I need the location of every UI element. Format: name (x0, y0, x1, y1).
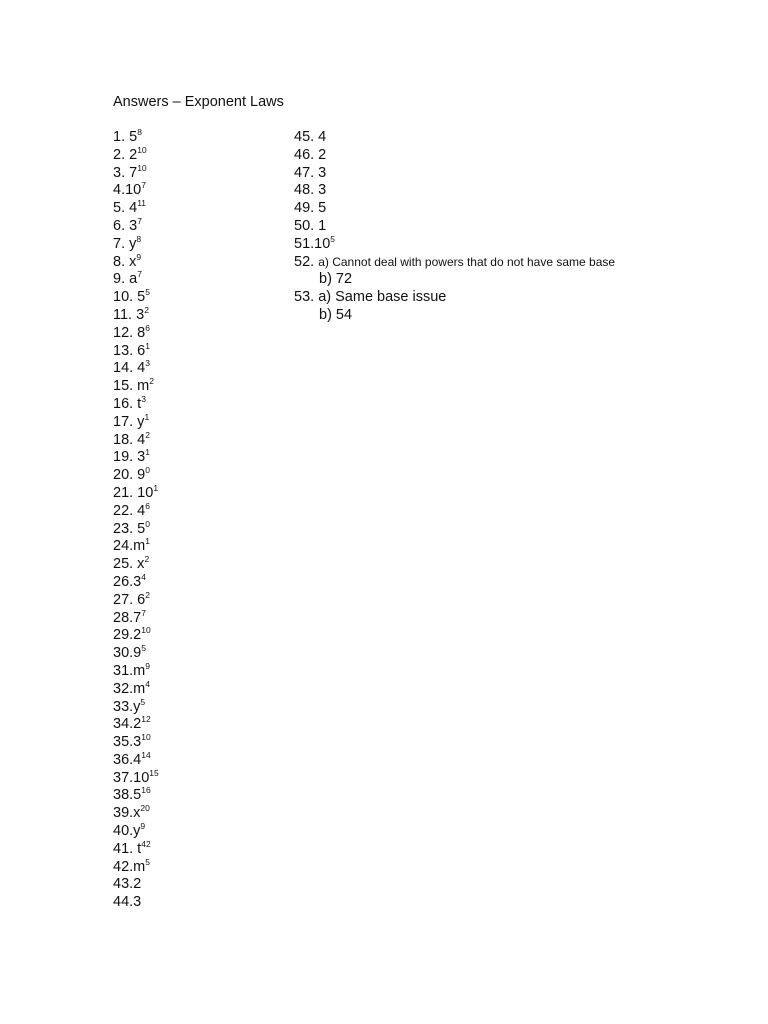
answer-base: 24.m (113, 538, 146, 555)
answer-base: 35.3 (113, 734, 142, 751)
answer-base: 8. x (113, 253, 137, 270)
answer-base: 38.5 (113, 787, 142, 804)
answer-base: 39.x (113, 805, 141, 822)
answer-exponent: 6 (145, 500, 150, 511)
answer-base: 6. 3 (113, 217, 138, 234)
answer-item (113, 805, 159, 823)
answer-item (113, 589, 159, 610)
page-title: Answers – Exponent Laws (113, 94, 284, 110)
answer-item (294, 218, 615, 236)
answer-base: 2. 2 (113, 146, 138, 163)
answer-base: 3. 7 (113, 164, 138, 181)
answer-item (113, 482, 159, 503)
answer-base: 41. t (113, 840, 142, 857)
answer-exponent: 9 (140, 821, 146, 832)
answer-item (113, 678, 159, 699)
answer-item (294, 165, 615, 183)
answer-base: 23. 5 (113, 520, 146, 537)
answer-item (113, 627, 159, 645)
answer-item (113, 696, 159, 717)
answer-item (113, 322, 159, 343)
answer-base: 7. y (113, 235, 137, 252)
answer-53-number: 53. (294, 289, 315, 306)
answer-base: 40.y (113, 823, 141, 840)
answer-base: 11. 3 (113, 306, 145, 323)
answers-list-right (294, 129, 615, 254)
answer-exponent: 5 (141, 643, 146, 654)
answer-item (113, 162, 159, 183)
answer-exponent: 10 (141, 732, 151, 743)
answer-item (113, 734, 159, 752)
answer-exponent: 1 (145, 447, 150, 458)
answer-base: 16. t (113, 395, 142, 412)
answer-base: 50. 1 (294, 217, 327, 234)
answer-exponent: 2 (145, 589, 150, 600)
answer-item (113, 429, 159, 450)
answer-item (113, 894, 159, 912)
answer-exponent: 20 (140, 803, 150, 814)
answer-exponent: 3 (145, 358, 150, 369)
answer-exponent: 5 (330, 233, 336, 244)
answer-52-part-a (294, 254, 615, 272)
answer-item (113, 393, 159, 414)
answer-item (113, 607, 159, 628)
answer-base: 32.m (113, 680, 146, 697)
answer-exponent: 4 (145, 678, 150, 689)
answer-item (113, 787, 159, 805)
answer-base: 9. a (113, 271, 138, 288)
answer-exponent: 42 (141, 838, 151, 849)
answer-base: 29.2 (113, 627, 142, 644)
answer-53-a-text: a) Same base issue (318, 289, 447, 306)
answer-item (113, 518, 159, 539)
answer-exponent: 7 (137, 215, 142, 226)
answer-item (294, 147, 615, 165)
answer-base: 28.7 (113, 609, 142, 626)
answer-base: 27. 6 (113, 591, 146, 608)
answer-base: 25. x (113, 556, 145, 573)
answer-item (113, 144, 159, 165)
answer-base: 12. 8 (113, 324, 146, 341)
answer-exponent: 5 (145, 287, 150, 298)
answer-exponent: 3 (141, 393, 146, 404)
answer-base: 43.2 (113, 876, 142, 893)
answer-exponent: 7 (141, 180, 146, 191)
answer-exponent: 0 (145, 518, 150, 529)
answer-base: 13. 6 (113, 342, 146, 359)
answer-base: 20. 9 (113, 467, 146, 484)
answer-base: 31.m (113, 662, 146, 679)
answer-exponent: 2 (145, 429, 150, 440)
answer-item (113, 411, 159, 432)
answer-exponent: 16 (141, 785, 151, 796)
answer-base: 10. 5 (113, 289, 146, 306)
answer-base: 15. m (113, 378, 150, 395)
answer-exponent: 12 (141, 714, 151, 725)
answer-item (113, 645, 159, 663)
answer-exponent: 10 (137, 162, 147, 173)
answer-base: 48. 3 (294, 182, 327, 199)
answer-item (113, 556, 159, 574)
answer-base: 45. 4 (294, 129, 327, 145)
answer-base: 22. 4 (113, 502, 146, 519)
answer-item (113, 571, 159, 592)
answer-base: 18. 4 (113, 431, 146, 448)
answer-item (294, 129, 615, 147)
answer-base: 26.3 (113, 573, 142, 590)
answer-exponent: 2 (144, 554, 150, 565)
answer-item (113, 538, 159, 556)
answer-base: 4.10 (113, 182, 142, 199)
answer-exponent: 7 (137, 269, 142, 280)
answer-base: 19. 3 (113, 449, 146, 466)
answer-item (294, 233, 615, 254)
answer-exponent: 8 (137, 127, 142, 137)
answer-item (113, 271, 159, 289)
answers-column-left (113, 129, 159, 912)
answer-item (113, 838, 159, 859)
answer-item (113, 304, 159, 325)
answer-exponent: 1 (145, 340, 150, 351)
answer-item (113, 251, 159, 272)
answer-item (113, 340, 159, 361)
answer-item (113, 467, 159, 485)
answer-item (113, 500, 159, 521)
answer-exponent: 8 (136, 233, 142, 244)
answer-base: 34.2 (113, 716, 142, 733)
answer-exponent: 1 (145, 536, 150, 547)
answer-exponent: 10 (137, 144, 147, 155)
answer-exponent: 9 (145, 660, 150, 671)
answer-exponent: 11 (137, 198, 147, 209)
answer-base: 14. 4 (113, 360, 146, 377)
answer-item (113, 449, 159, 467)
answer-base: 49. 5 (294, 200, 327, 217)
answer-item (113, 129, 159, 147)
answer-exponent: 6 (145, 322, 150, 333)
answer-item (294, 182, 615, 200)
answer-53-part-a (294, 289, 615, 307)
answer-exponent: 2 (144, 304, 149, 315)
answer-item (113, 876, 159, 894)
answer-item (113, 856, 159, 877)
answer-item (113, 823, 159, 841)
answer-exponent: 4 (141, 571, 146, 582)
answer-52-a-text: a) Cannot deal with powers that do not have same base (318, 254, 616, 269)
answer-exponent: 9 (136, 251, 142, 262)
answer-base: 42.m (113, 858, 146, 875)
answer-52-part-b: b) 72 (319, 271, 353, 288)
answer-item (113, 767, 159, 788)
answer-item (113, 378, 159, 396)
answer-item (113, 182, 159, 200)
answer-53-part-b: b) 54 (319, 306, 353, 323)
answer-item (113, 289, 159, 307)
answer-base: 47. 3 (294, 164, 327, 181)
answer-exponent: 7 (141, 607, 146, 618)
answer-exponent: 1 (144, 411, 150, 422)
answer-base: 51.10 (294, 235, 331, 252)
answer-exponent: 2 (149, 376, 154, 387)
answer-52-number: 52. (294, 253, 315, 270)
answer-base: 33.y (113, 698, 141, 715)
answer-exponent: 0 (145, 465, 150, 476)
answer-item (113, 716, 159, 734)
answer-base: 17. y (113, 413, 145, 430)
answer-base: 37.10 (113, 769, 150, 786)
answer-exponent: 14 (141, 749, 151, 760)
answer-item (113, 660, 159, 681)
answer-base: 1. 5 (113, 129, 138, 145)
answer-base: 21. 10 (113, 484, 154, 501)
answer-item (113, 200, 159, 218)
answers-column-right (294, 129, 615, 325)
answer-exponent: 10 (141, 625, 151, 636)
answer-base: 44.3 (113, 894, 142, 911)
answer-exponent: 15 (149, 767, 159, 778)
answer-exponent: 5 (145, 856, 150, 867)
answer-base: 36.4 (113, 751, 142, 768)
answer-exponent: 1 (153, 482, 159, 493)
answer-exponent: 5 (140, 696, 146, 707)
answer-base: 5. 4 (113, 200, 138, 217)
answer-item (294, 200, 615, 218)
answer-base: 30.9 (113, 645, 142, 662)
answer-base: 46. 2 (294, 146, 327, 163)
